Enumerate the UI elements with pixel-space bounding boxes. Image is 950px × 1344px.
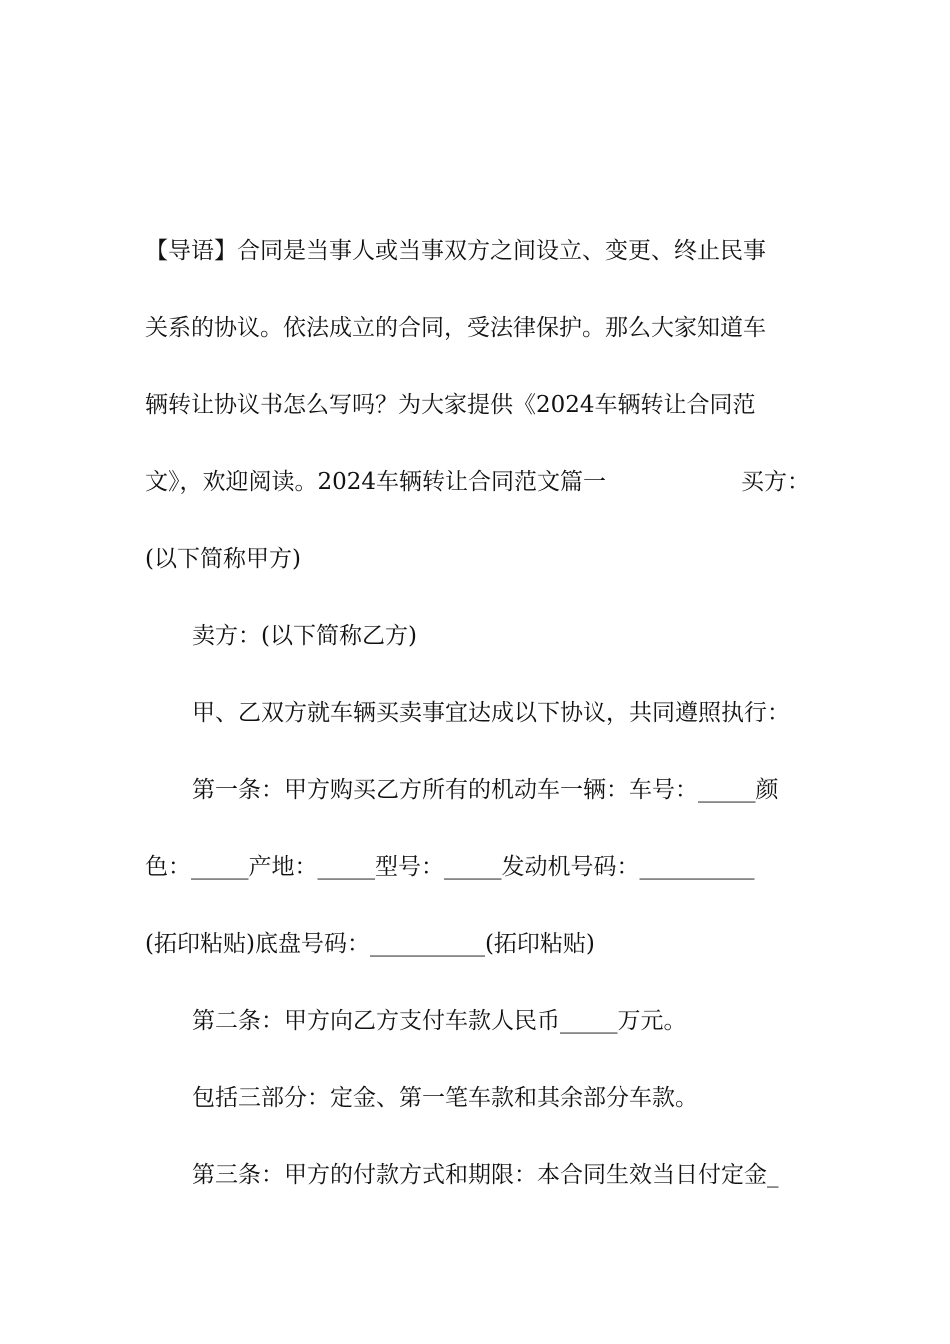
intro-tail-text: 文》，欢迎阅读。2024车辆转让合同范文篇一 bbox=[145, 469, 607, 495]
paragraph-line: 【导语】合同是当事人或当事双方之间设立、变更、终止民事 bbox=[145, 238, 766, 264]
seller-line: 卖方：(以下简称乙方) bbox=[192, 623, 417, 649]
paragraph-line: 辆转让协议书怎么写吗？为大家提供《2024车辆转让合同范 bbox=[145, 392, 756, 418]
article-two-line: 第二条：甲方向乙方支付车款人民币_____万元。 bbox=[192, 1008, 687, 1034]
paragraph-line: 关系的协议。依法成立的合同，受法律保护。那么大家知道车 bbox=[145, 315, 766, 341]
payment-parts-line: 包括三部分：定金、第一笔车款和其余部分车款。 bbox=[192, 1085, 698, 1111]
document-body bbox=[145, 225, 810, 1226]
paragraph-line: (以下简称甲方) bbox=[145, 546, 301, 572]
agreement-intro-line: 甲、乙双方就车辆买卖事宜达成以下协议，共同遵照执行： bbox=[192, 700, 790, 726]
paragraph-line: (拓印粘贴)底盘号码：__________(拓印粘贴) bbox=[145, 931, 595, 957]
article-one-line: 第一条：甲方购买乙方所有的机动车一辆：车号：_____颜 bbox=[192, 777, 779, 803]
paragraph-line-split bbox=[145, 456, 810, 533]
article-three-line: 第三条：甲方的付款方式和期限：本合同生效当日付定金_ bbox=[192, 1162, 779, 1188]
paragraph-line: 色：_____产地：_____型号：_____发动机号码：__________ bbox=[145, 854, 755, 880]
buyer-label: 买方： bbox=[741, 469, 810, 495]
